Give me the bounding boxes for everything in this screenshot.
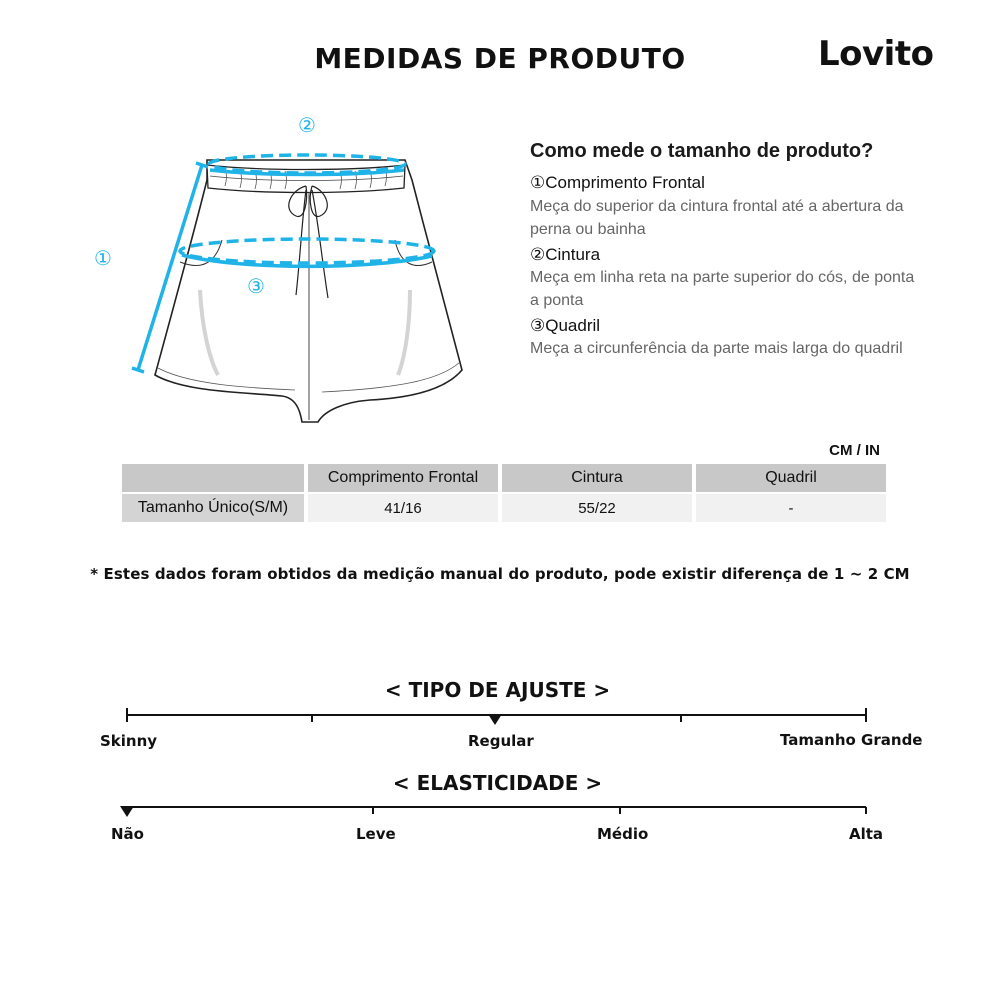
elasticity-label-none: Não [111, 825, 144, 843]
table-row [122, 494, 886, 522]
table-header-length: Comprimento Frontal [308, 464, 498, 492]
shorts-diagram [80, 105, 510, 435]
measure-heading-hip: ③Quadril [530, 316, 601, 335]
fit-label-large: Tamanho Grande [780, 731, 923, 749]
elasticity-scale-bar [0, 795, 1000, 825]
brand-logo: Lovito [818, 34, 934, 74]
fit-label-skinny: Skinny [100, 732, 158, 750]
value-hip: - [696, 494, 886, 522]
value-length: 41/16 [308, 494, 498, 522]
unit-label: CM / IN [829, 442, 880, 459]
measure-heading-waist: ②Cintura [530, 245, 601, 264]
elasticity-label-medium: Médio [597, 825, 649, 843]
table-header-waist: Cintura [502, 464, 692, 492]
table-header-row [122, 464, 886, 492]
elasticity-scale-title: < ELASTICIDADE > [392, 771, 603, 795]
measure-desc-waist: Meça em linha reta na parte superior do cós, de ponta a ponta [530, 269, 915, 309]
table-header-blank [122, 464, 304, 492]
fit-label-regular: Regular [468, 732, 534, 750]
elasticity-indicator [120, 806, 134, 817]
page-title: MEDIDAS DE PRODUTO [314, 42, 686, 75]
table-header-hip: Quadril [696, 464, 886, 492]
fit-scale-bar [0, 700, 1000, 730]
elasticity-label-light: Leve [356, 825, 396, 843]
howto-title: Como mede o tamanho de produto? [530, 140, 874, 162]
fit-scale-title: < TIPO DE AJUSTE > [384, 678, 611, 702]
marker-3: ③ [247, 274, 265, 298]
fit-indicator [488, 714, 502, 725]
size-label: Tamanho Único(S/M) [122, 494, 304, 522]
measure-desc-hip: Meça a circunferência da parte mais larga do quadril [530, 340, 903, 357]
measure-desc-length: Meça do superior da cintura frontal até a abertura da perna ou bainha [530, 198, 904, 238]
marker-2: ② [298, 113, 316, 137]
size-table [118, 462, 890, 524]
marker-1: ① [94, 246, 112, 270]
value-waist: 55/22 [502, 494, 692, 522]
measure-heading-length: ①Comprimento Frontal [530, 173, 705, 192]
elasticity-label-high: Alta [849, 825, 884, 843]
measurement-note: * Estes dados foram obtidos da medição manual do produto, pode existir diferença de 1 ~ 2 CM [90, 565, 910, 583]
